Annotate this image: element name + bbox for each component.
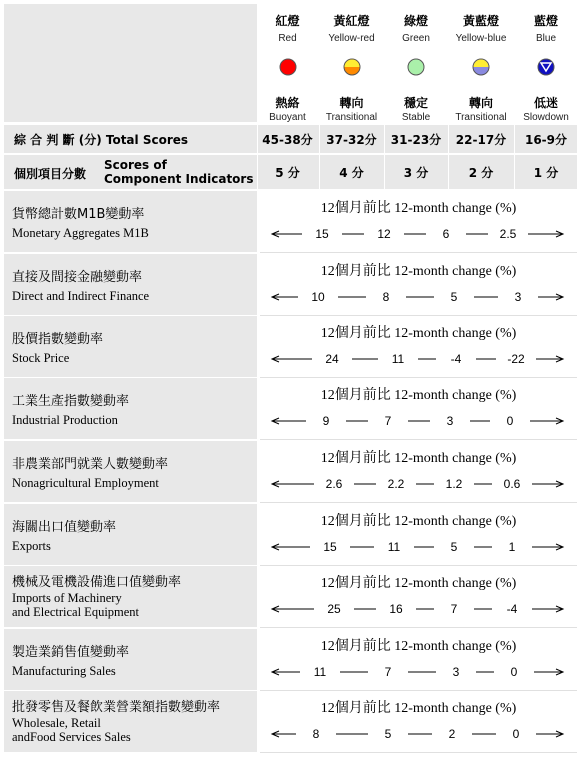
indicator-name-en: Stock Price xyxy=(12,351,70,365)
state-name-zh: 轉向 xyxy=(468,96,493,110)
indicator-name-zh: 批發零售及餐飲業營業額指數變動率 xyxy=(12,700,221,715)
indicator-row xyxy=(4,191,577,252)
column-divider xyxy=(257,125,258,153)
light-name-zh: 藍燈 xyxy=(533,14,558,28)
change-label: 12個月前比 12-month change (%) xyxy=(320,451,517,466)
threshold-value: 3 xyxy=(430,411,470,431)
signal-lamp-icon xyxy=(472,58,490,76)
threshold-scale xyxy=(260,724,577,744)
column-divider xyxy=(514,155,515,189)
indicator-row xyxy=(4,629,577,690)
state-name-zh: 穩定 xyxy=(403,96,428,110)
threshold-value: 10 xyxy=(298,287,338,307)
signal-lamp-icon xyxy=(279,58,297,76)
signal-lamp-icon xyxy=(407,58,425,76)
threshold-cell xyxy=(260,191,577,253)
threshold-value: 24 xyxy=(312,349,352,369)
column-divider xyxy=(384,125,385,153)
column-divider xyxy=(319,155,320,189)
threshold-value: 0.6 xyxy=(492,474,532,494)
indicator-name-en: Manufacturing Sales xyxy=(12,664,116,678)
threshold-cell xyxy=(260,504,577,566)
indicator-name-en: Exports xyxy=(12,539,51,553)
threshold-cell xyxy=(260,378,577,440)
change-label: 12個月前比 12-month change (%) xyxy=(320,264,517,279)
threshold-value: 7 xyxy=(368,662,408,682)
indicator-label-cell xyxy=(4,378,257,439)
light-column xyxy=(320,4,383,122)
light-column xyxy=(257,4,318,122)
threshold-value: 3 xyxy=(436,662,476,682)
threshold-value: 8 xyxy=(366,287,406,307)
indicator-name-zh: 貨幣總計數M1B變動率 xyxy=(12,207,145,222)
threshold-scale xyxy=(260,474,577,494)
change-label: 12個月前比 12-month change (%) xyxy=(320,201,517,216)
component-scores-label-en-2: Component Indicators xyxy=(104,172,254,186)
indicator-row xyxy=(4,566,577,627)
indicator-label-cell xyxy=(4,254,257,315)
indicator-name-zh: 海關出口值變動率 xyxy=(12,520,117,535)
indicator-name-en: Imports of Machinery and Electrical Equipment xyxy=(12,591,140,619)
state-name-zh: 低迷 xyxy=(533,96,558,110)
score-cell: 5 分 xyxy=(275,166,300,180)
threshold-value: 15 xyxy=(310,537,350,557)
threshold-value: -22 xyxy=(496,349,536,369)
light-name-zh: 紅燈 xyxy=(275,14,300,28)
threshold-value: 2.2 xyxy=(376,474,416,494)
threshold-value: 11 xyxy=(374,537,414,557)
threshold-value: -4 xyxy=(436,349,476,369)
change-label: 12個月前比 12-month change (%) xyxy=(320,576,517,591)
change-label: 12個月前比 12-month change (%) xyxy=(320,326,517,341)
indicator-row xyxy=(4,254,577,315)
score-cell: 16-9分 xyxy=(524,133,568,147)
threshold-scale xyxy=(260,411,577,431)
threshold-value: 9 xyxy=(306,411,346,431)
change-label: 12個月前比 12-month change (%) xyxy=(320,514,517,529)
threshold-scale xyxy=(260,537,577,557)
light-name-en: Green xyxy=(402,33,430,44)
indicator-label-cell xyxy=(4,504,257,565)
indicator-name-zh: 直接及間接金融變動率 xyxy=(12,270,143,285)
threshold-value: 16 xyxy=(376,599,416,619)
indicator-label-cell xyxy=(4,316,257,377)
threshold-cell xyxy=(260,691,577,753)
threshold-scale xyxy=(260,224,577,244)
threshold-value: 0 xyxy=(496,724,536,744)
score-cell: 31-23分 xyxy=(390,133,442,147)
indicator-name-en: Direct and Indirect Finance xyxy=(12,289,150,303)
indicator-name-zh: 機械及電機設備進口值變動率 xyxy=(12,575,182,590)
state-name-zh: 轉向 xyxy=(339,96,364,110)
light-name-en: Red xyxy=(278,33,297,44)
threshold-value: 11 xyxy=(378,349,418,369)
threshold-value: 7 xyxy=(368,411,408,431)
state-name-en: Stable xyxy=(401,112,431,123)
light-name-zh: 綠燈 xyxy=(403,14,428,28)
component-scores-label-zh: 個別項目分數 xyxy=(14,167,87,181)
column-divider xyxy=(448,125,449,153)
header-corner xyxy=(4,4,257,122)
indicator-label-cell xyxy=(4,441,257,502)
threshold-value: 0 xyxy=(494,662,534,682)
threshold-value: 6 xyxy=(426,224,466,244)
indicator-name-en: Monetary Aggregates M1B xyxy=(12,226,149,240)
indicator-row xyxy=(4,691,577,752)
indicator-row xyxy=(4,378,577,439)
indicator-name-zh: 工業生產指數變動率 xyxy=(12,394,130,409)
indicator-row xyxy=(4,504,577,565)
signal-lamp-icon xyxy=(343,58,361,76)
threshold-value: 2.6 xyxy=(314,474,354,494)
threshold-value: 8 xyxy=(296,724,336,744)
indicator-name-zh: 非農業部門就業人數變動率 xyxy=(12,457,169,472)
column-divider xyxy=(384,155,385,189)
threshold-cell xyxy=(260,254,577,316)
threshold-cell xyxy=(260,316,577,378)
change-label: 12個月前比 12-month change (%) xyxy=(320,388,517,403)
change-label: 12個月前比 12-month change (%) xyxy=(320,639,517,654)
signal-lamp-icon xyxy=(537,58,555,76)
threshold-value: 0 xyxy=(490,411,530,431)
light-column xyxy=(449,4,513,122)
threshold-value: 1 xyxy=(492,537,532,557)
score-cell: 4 分 xyxy=(339,166,364,180)
indicator-label-cell xyxy=(4,566,257,627)
column-divider xyxy=(319,125,320,153)
indicator-name-zh: 股價指數變動率 xyxy=(12,332,104,347)
score-cell: 3 分 xyxy=(403,166,429,180)
state-name-en: Transitional xyxy=(455,112,507,123)
threshold-value: 12 xyxy=(364,224,404,244)
light-column xyxy=(515,4,577,122)
threshold-scale xyxy=(260,349,577,369)
indicator-name-en: Nonagricultural Employment xyxy=(12,476,159,490)
total-scores-row xyxy=(4,125,577,153)
threshold-value: 5 xyxy=(434,287,474,307)
indicator-row xyxy=(4,441,577,502)
threshold-value: 1.2 xyxy=(434,474,474,494)
threshold-value: 3 xyxy=(498,287,538,307)
state-name-zh: 熱絡 xyxy=(275,96,300,110)
light-name-zh: 黃紅燈 xyxy=(333,14,370,28)
column-divider xyxy=(257,155,258,189)
state-name-en: Buoyant xyxy=(269,112,306,123)
threshold-cell xyxy=(260,441,577,503)
threshold-scale xyxy=(260,287,577,307)
column-divider xyxy=(448,155,449,189)
threshold-value: 5 xyxy=(368,724,408,744)
threshold-value: -4 xyxy=(492,599,532,619)
indicator-label-cell xyxy=(4,691,257,752)
total-scores-label: 綜 合 判 斷 (分) Total Scores xyxy=(14,133,189,147)
light-name-zh: 黃藍燈 xyxy=(462,14,499,28)
threshold-scale xyxy=(260,662,577,682)
indicator-label-cell xyxy=(4,191,257,252)
change-label: 12個月前比 12-month change (%) xyxy=(320,701,517,716)
score-cell: 45-38分 xyxy=(262,133,313,147)
threshold-value: 5 xyxy=(434,537,474,557)
threshold-value: 11 xyxy=(300,662,340,682)
light-name-en: Blue xyxy=(535,33,556,44)
threshold-scale xyxy=(260,599,577,619)
threshold-cell xyxy=(260,629,577,691)
indicator-name-en: Wholesale, Retail andFood Services Sales xyxy=(12,716,131,744)
score-cell: 22-17分 xyxy=(455,133,507,147)
state-name-en: Slowdown xyxy=(523,112,569,123)
indicator-name-zh: 製造業銷售值變動率 xyxy=(12,645,130,660)
indicator-label-cell xyxy=(4,629,257,690)
score-cell: 37-32分 xyxy=(326,133,377,147)
component-scores-label-en-1: Scores of xyxy=(104,158,167,172)
light-name-en: Yellow-red xyxy=(328,33,375,44)
component-scores-row xyxy=(4,155,577,189)
light-column xyxy=(385,4,447,122)
score-cell: 1 分 xyxy=(533,166,559,180)
threshold-value: 25 xyxy=(314,599,354,619)
state-name-en: Transitional xyxy=(325,112,378,123)
threshold-value: 7 xyxy=(434,599,474,619)
score-cell: 2 分 xyxy=(468,166,494,180)
column-divider xyxy=(514,125,515,153)
threshold-value: 2 xyxy=(432,724,472,744)
light-name-en: Yellow-blue xyxy=(455,33,507,44)
indicator-name-en: Industrial Production xyxy=(12,413,118,427)
indicator-row xyxy=(4,316,577,377)
threshold-cell xyxy=(260,566,577,628)
threshold-value: 15 xyxy=(302,224,342,244)
threshold-value: 2.5 xyxy=(488,224,528,244)
